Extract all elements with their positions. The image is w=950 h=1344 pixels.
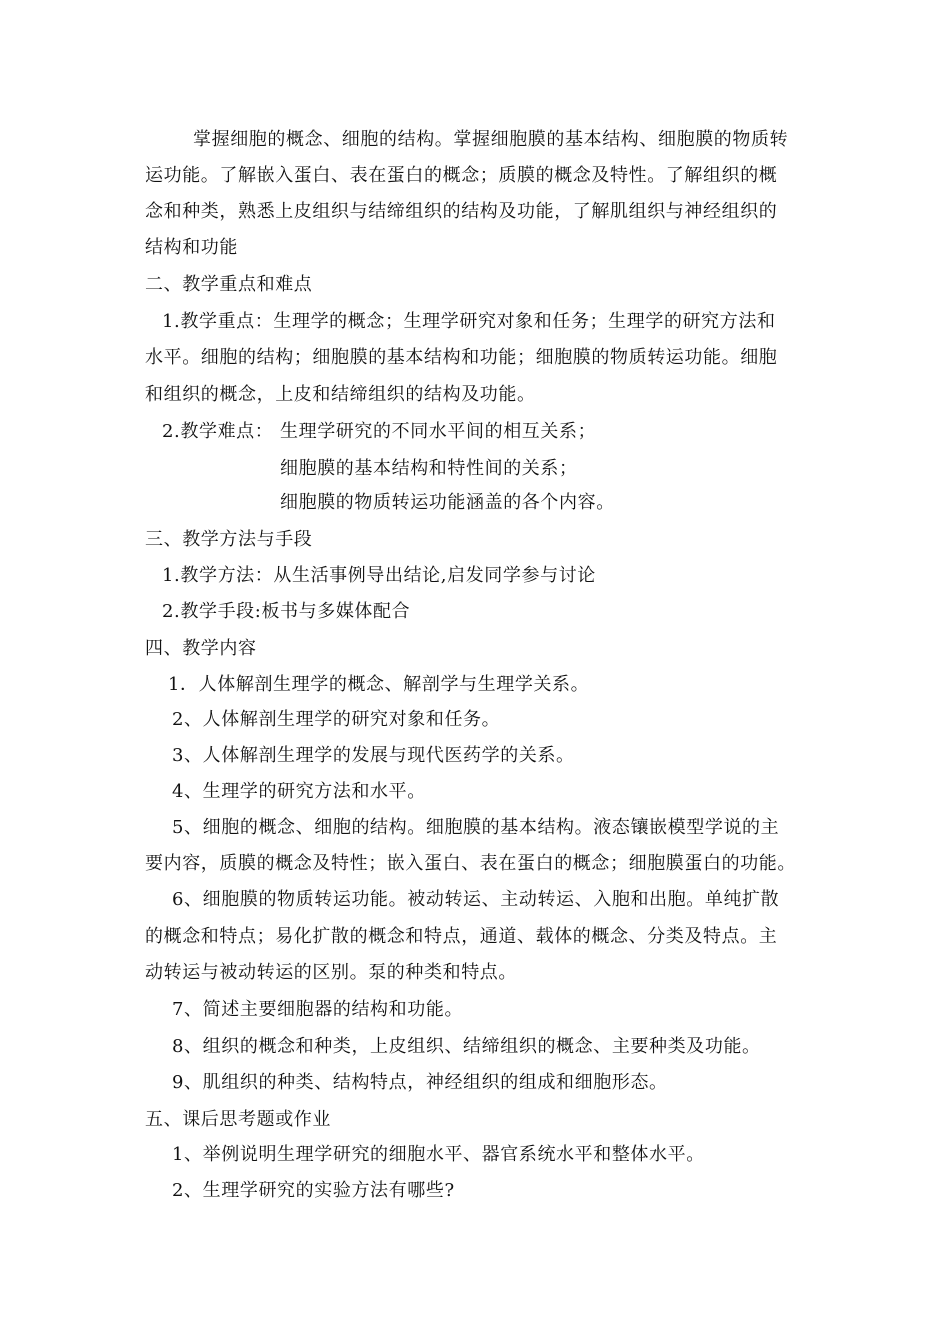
teaching-method: 1.教学方法：从生活事例导出结论,启发同学参与讨论	[162, 565, 596, 586]
content-item-5-line-2: 要内容，质膜的概念及特性；嵌入蛋白、表在蛋白的概念；细胞膜蛋白的功能。	[145, 853, 796, 874]
section-heading-key-points: 二、教学重点和难点	[145, 274, 313, 295]
content-item-1: 1．人体解剖生理学的概念、解剖学与生理学关系。	[168, 674, 590, 695]
content-item-3: 3、人体解剖生理学的发展与现代医药学的关系。	[172, 745, 575, 766]
content-item-2: 2、人体解剖生理学的研究对象和任务。	[172, 709, 501, 730]
section-heading-content: 四、教学内容	[145, 638, 257, 659]
content-item-7: 7、简述主要细胞器的结构和功能。	[172, 999, 464, 1020]
content-item-6-line-1: 6、细胞膜的物质转运功能。被动转运、主动转运、入胞和出胞。单纯扩散	[172, 889, 780, 910]
objectives-line-2: 运功能。了解嵌入蛋白、表在蛋白的概念；质膜的概念及特性。了解组织的概	[145, 165, 778, 186]
objectives-line-1: 掌握细胞的概念、细胞的结构。掌握细胞膜的基本结构、细胞膜的物质转	[193, 129, 789, 150]
teaching-means: 2.教学手段:板书与多媒体配合	[162, 601, 411, 622]
difficulties-item-3: 细胞膜的物质转运功能涵盖的各个内容。	[280, 492, 615, 513]
section-heading-methods: 三、教学方法与手段	[145, 529, 313, 550]
key-points-line-3: 和组织的概念，上皮和结缔组织的结构及功能。	[145, 384, 536, 405]
difficulties-label: 2.教学难点：	[162, 421, 274, 442]
content-item-8: 8、组织的概念和种类，上皮组织、结缔组织的概念、主要种类及功能。	[172, 1036, 761, 1057]
key-points-line-1: 1.教学重点：生理学的概念；生理学研究对象和任务；生理学的研究方法和	[162, 311, 776, 332]
homework-question-1: 1、举例说明生理学研究的细胞水平、器官系统水平和整体水平。	[172, 1144, 705, 1165]
objectives-line-3: 念和种类，熟悉上皮组织与结缔组织的结构及功能，了解肌组织与神经组织的	[145, 201, 778, 222]
content-item-4: 4、生理学的研究方法和水平。	[172, 781, 426, 802]
content-item-6-line-2: 的概念和特点；易化扩散的概念和特点，通道、载体的概念、分类及特点。主	[145, 926, 778, 947]
content-item-5-line-1: 5、细胞的概念、细胞的结构。细胞膜的基本结构。液态镶嵌模型学说的主	[172, 817, 780, 838]
difficulties-item-1: 生理学研究的不同水平间的相互关系；	[280, 421, 597, 442]
section-heading-homework: 五、课后思考题或作业	[145, 1109, 331, 1130]
objectives-line-4: 结构和功能	[145, 237, 238, 258]
content-item-6-line-3: 动转运与被动转运的区别。泵的种类和特点。	[145, 962, 517, 983]
content-item-9: 9、肌组织的种类、结构特点，神经组织的组成和细胞形态。	[172, 1072, 668, 1093]
difficulties-item-2: 细胞膜的基本结构和特性间的关系；	[280, 458, 578, 479]
homework-question-2: 2、生理学研究的实验方法有哪些?	[172, 1180, 455, 1201]
key-points-line-2: 水平。细胞的结构；细胞膜的基本结构和功能；细胞膜的物质转运功能。细胞	[145, 347, 778, 368]
